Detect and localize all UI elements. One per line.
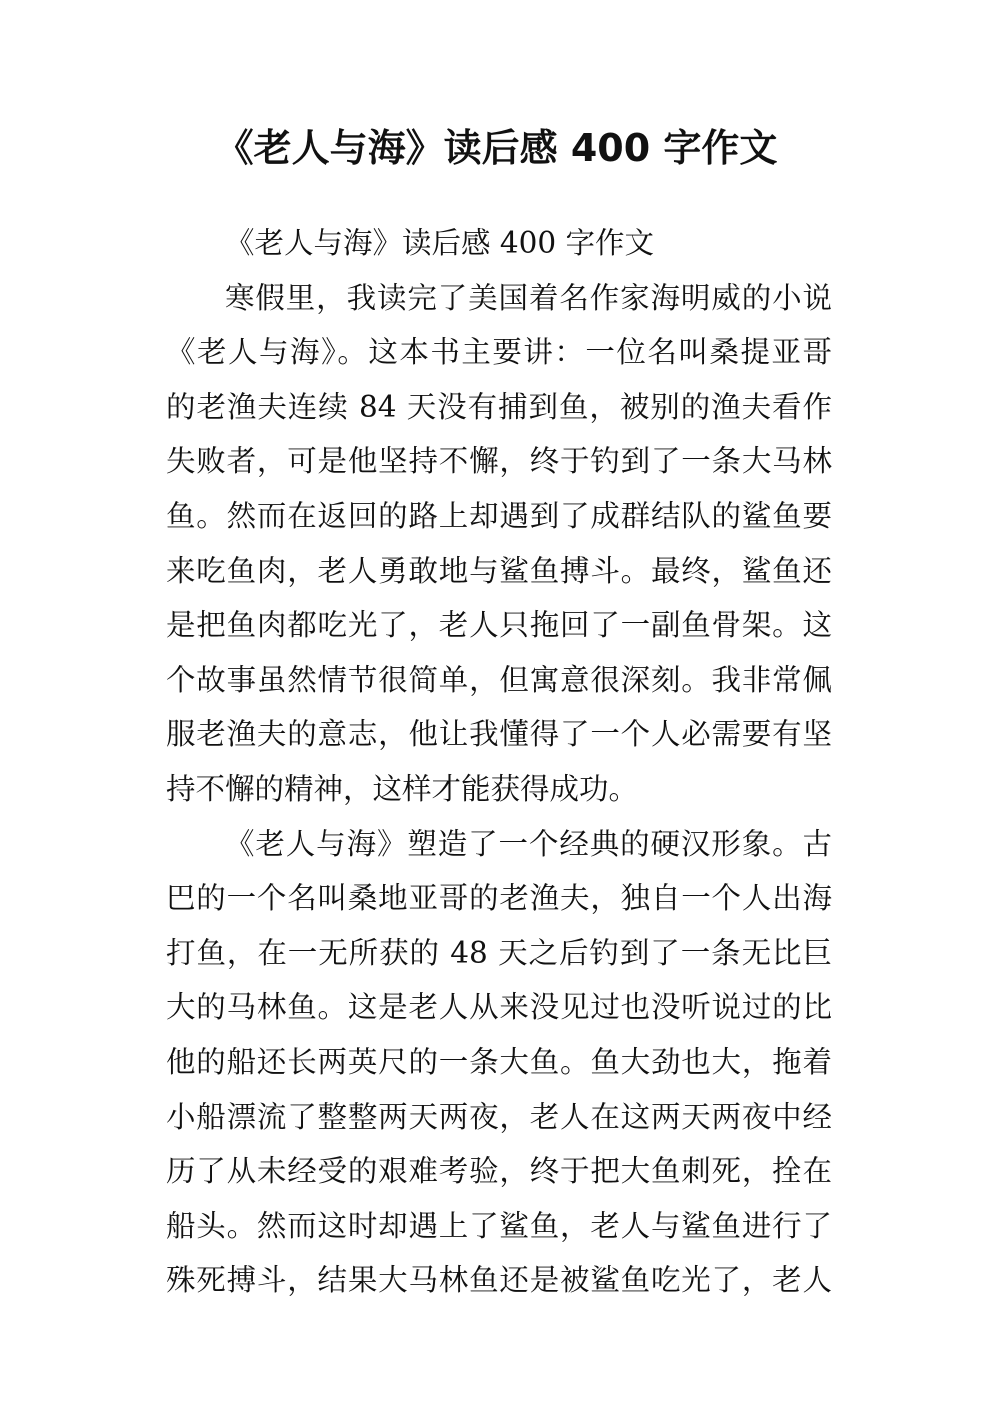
body-line: 《老人与海》塑造了一个经典的硬汉形象。古 bbox=[225, 826, 832, 861]
body-line: 持不懈的精神，这样才能获得成功。 bbox=[166, 771, 639, 806]
body-line: 失败者，可是他坚持不懈，终于钓到了一条大马林 bbox=[166, 444, 832, 479]
body-line: 巴的一个名叫桑地亚哥的老渔夫，独自一个人出海 bbox=[166, 881, 832, 916]
body-line: 大的马林鱼。这是老人从来没见过也没听说过的比 bbox=[166, 990, 832, 1025]
document-title: 《老人与海》读后感 400 字作文 bbox=[215, 126, 778, 170]
body-line: 船头。然而这时却遇上了鲨鱼，老人与鲨鱼进行了 bbox=[166, 1208, 832, 1243]
body-line: 小船漂流了整整两天两夜，老人在这两天两夜中经 bbox=[166, 1099, 832, 1134]
body-line: 服老渔夫的意志，他让我懂得了一个人必需要有坚 bbox=[166, 717, 832, 752]
body-heading-line: 《老人与海》读后感 400 字作文 bbox=[225, 226, 655, 260]
body-line: 的老渔夫连续 84 天没有捕到鱼，被别的渔夫看作 bbox=[166, 389, 832, 424]
body-line: 寒假里，我读完了美国着名作家海明威的小说 bbox=[225, 280, 832, 315]
body-line: 打鱼，在一无所获的 48 天之后钓到了一条无比巨 bbox=[166, 935, 832, 970]
body-line: 是把鱼肉都吃光了，老人只拖回了一副鱼骨架。这 bbox=[166, 608, 832, 643]
body-line: 《老人与海》。这本书主要讲：一位名叫桑提亚哥 bbox=[166, 335, 832, 370]
body-line: 鱼。然而在返回的路上却遇到了成群结队的鲨鱼要 bbox=[166, 498, 832, 533]
body-line: 历了从未经受的艰难考验，终于把大鱼刺死，拴在 bbox=[166, 1154, 832, 1189]
body-line: 殊死搏斗，结果大马林鱼还是被鲨鱼吃光了，老人 bbox=[166, 1263, 832, 1298]
body-line: 他的船还长两英尺的一条大鱼。鱼大劲也大，拖着 bbox=[166, 1044, 832, 1079]
body-line: 来吃鱼肉，老人勇敢地与鲨鱼搏斗。最终，鲨鱼还 bbox=[166, 553, 832, 588]
document-body bbox=[166, 216, 832, 1308]
body-line: 个故事虽然情节很简单，但寓意很深刻。我非常佩 bbox=[166, 662, 832, 697]
